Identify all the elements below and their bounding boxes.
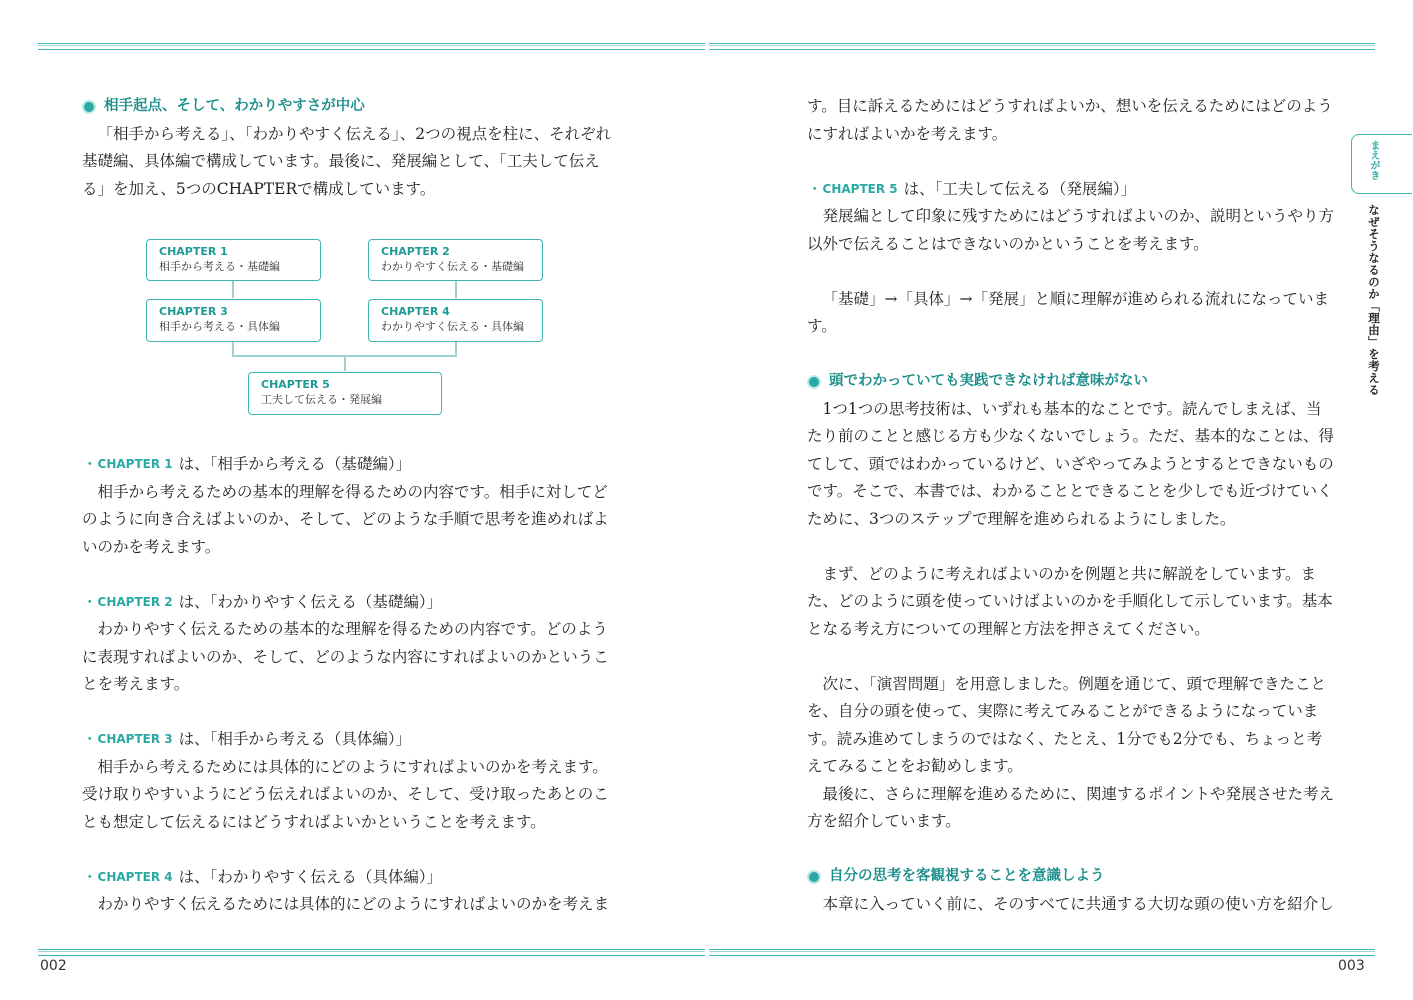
page-number-right: 003: [1338, 958, 1365, 974]
left-column-top: [82, 93, 617, 203]
chapter-box-3: CHAPTER 3 相手から考える・具体編: [146, 299, 321, 342]
bullet-dot-icon: [807, 375, 821, 389]
left-column-chapters: ・ CHAPTER 1 は、「相手から考える（基礎編）」 相手から考えるための基本的理解を得るための内容です。相手に対してど のように向き合えばよいのか、そして、どのような手順で思考を進めればよ いのかを考えます。 ・ CHAPTER 2 は、「わかりやすく伝える（基礎編）」 わかりやすく伝えるための基本的な理解を得るための内容です。どのよう に表現すればよいのか、そして、どのような内容にすればよいのかというこ とを考えます。 ・ CHAPTER 3 は、「相手から考える（具体編）」 相手から考えるためには具体的にどのようにすればよいのかを考えます。 受け取りやすいようにどう伝えればよいのか、そして、受け取ったあとのこ とも想定して伝えるにはどうすればよいかということを考えます。 ・ CHAPTER 4 は、「わかりやすく伝える（具体編）」 わかりやすく伝えるためには具体的にどのようにすればよいのかを考えま: [82, 451, 617, 919]
connector-line: [344, 355, 346, 371]
chapter-item-2: ・ CHAPTER 2 は、「わかりやすく伝える（基礎編）」: [82, 592, 443, 611]
side-tab: [1351, 134, 1412, 194]
section-heading: 頭でわかっていても実践できなければ意味がない: [807, 368, 1337, 396]
bottom-rule-left: [38, 949, 705, 956]
intro-line: る」を加え、5つのCHAPTERで構成しています。: [82, 179, 436, 198]
connector-line: [232, 342, 234, 356]
chapter-item-3: ・ CHAPTER 3 は、「相手から考える（具体編）」: [82, 730, 412, 748]
intro-line: 基礎編、具体編で構成しています。最後に、発展編として、「工夫して伝え: [82, 152, 600, 170]
chapter-box-1: CHAPTER 1 相手から考える・基礎編: [146, 239, 321, 281]
section-heading: 相手起点、そして、わかりやすさが中心: [82, 93, 617, 121]
page-number-left: 002: [40, 958, 67, 974]
top-rule-left: [38, 43, 705, 50]
bullet-dot-icon: [82, 100, 96, 114]
chapter-box-5: CHAPTER 5 工夫して伝える・発展編: [248, 372, 442, 415]
chapter-box-4: CHAPTER 4 わかりやすく伝える・具体編: [368, 299, 543, 342]
top-rule-right: [709, 43, 1375, 50]
side-tab-label: まえがき: [1368, 140, 1379, 180]
connector-line: [455, 281, 457, 298]
intro-line: 「相手から考える」、「わかりやすく伝える」、2つの視点を柱に、それぞれ: [97, 124, 612, 143]
bottom-rule-right: [709, 949, 1375, 956]
chapter-item-5: ・ CHAPTER 5 は、「工夫して伝える（発展編）」: [807, 179, 1137, 198]
connector-line: [232, 281, 234, 298]
running-title: なぜそうなるのか「理由」を考える: [1367, 204, 1381, 396]
right-column: す。目に訴えるためにはどうすればよいか、想いを伝えるためにはどのよう にすればよいかを考えます。 ・ CHAPTER 5 は、「工夫して伝える（発展編）」 発展編として印象に残すためにはどうすればよいのか、説明というやり方 以外で伝えることはできないのかということを考えます。 「基礎」→「具体」→「発展」と順に理解が進められる流れになっていま す。 頭でわかっていても実践できなければ意味がない 1つ1つの思考技術は、いずれも基本的なことです。読んでしまえば、当 たり前のことと感じる方も少なくないでしょう。ただ、基本的なことは、得 てして、頭ではわかっているけど、いざやってみようとするとできないもの です。そこで、本書では、わかることとできることを少しでも近づけていく ために、3つのステップで理解を進められるようにしました。 まず、どのように考えればよいのかを例題と共に解説をしています。ま た、どのように頭を使っていけばよいのかを手順化して示しています。基本 となる考え方についての理解と方法を押さえてください。 次に、「演習問題」を用意しました。例題を通じて、頭で理解できたこと を、自分の頭を使って、実際に考えてみることができるようになっていま す。読み進めてしまうのではなく、たとえ、1分でも2分でも、ちょっと考 えてみることをお勧めします。 最後に、さらに理解を進めるために、関連するポイントや発展させた考え 方を紹介しています。 自分の思考を客観視することを意識しよう 本章に入っていく前に、そのすべてに共通する大切な頭の使い方を紹介し: [807, 93, 1337, 918]
section-heading: 自分の思考を客観視することを意識しよう: [807, 863, 1337, 891]
chapter-item-4: ・ CHAPTER 4 は、「わかりやすく伝える（具体編）」: [82, 867, 443, 886]
bullet-dot-icon: [807, 870, 821, 884]
connector-line: [455, 342, 457, 356]
chapter-box-2: CHAPTER 2 わかりやすく伝える・基礎編: [368, 239, 543, 281]
chapter-item-1: ・ CHAPTER 1 は、「相手から考える（基礎編）」: [82, 455, 412, 473]
